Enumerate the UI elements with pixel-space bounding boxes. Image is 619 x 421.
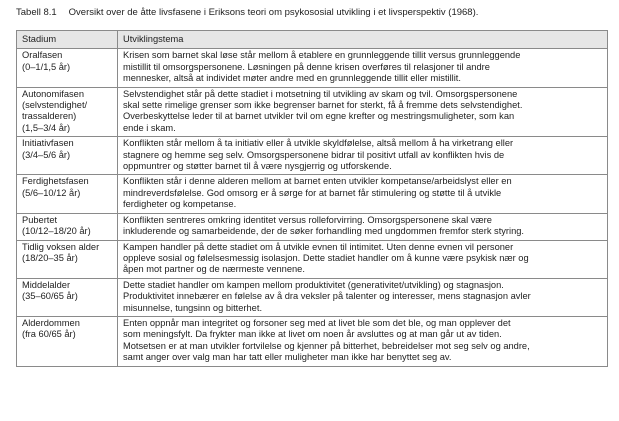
stage-text: (selvstendighet/	[22, 100, 88, 111]
stage-text: (fra 60/65 år)	[22, 329, 76, 340]
theme-cell	[118, 213, 608, 240]
theme-text: Konflikten står mellom å ta initiativ eller å utvikle skyldfølelse, altså mellom å ha virketrang eller	[123, 138, 514, 149]
theme-text: Enten oppnår man integritet og forsoner seg med at livet ble som det ble, og man opplever det	[123, 317, 511, 328]
table-row	[17, 213, 608, 240]
stage-text: Oralfasen	[22, 50, 63, 61]
stage-text: trassalderen)	[22, 111, 77, 122]
theme-text: Overbeskyttelse leder til at barnet utvikler tvil om egne krefter og mestringsmuligheter, som kan	[123, 111, 515, 122]
theme-text: mennesker, altså at individet møter andre med en grunnleggende tillit eller mistillit.	[123, 73, 461, 84]
theme-text: skal sette rimelige grenser som ikke begrenser barnet for sterkt, få å fremme dets selvstendighet.	[123, 100, 523, 111]
column-header-stage: Stadium	[17, 31, 118, 49]
stage-cell	[17, 316, 118, 366]
theme-text: Kampen handler på dette stadiet om å utvikle evnen til intimitet. Uten denne evnen vil personer	[123, 241, 514, 252]
theme-text: åpen mot partner og de nærmeste vennene.	[123, 264, 305, 275]
theme-text: mistillit til omsorgspersonene. Løsningen på denne krisen overføres til relasjoner til andre	[123, 61, 490, 72]
table-row	[17, 49, 608, 87]
table-row	[17, 278, 608, 316]
stage-text: Ferdighetsfasen	[22, 176, 89, 187]
theme-cell	[118, 175, 608, 213]
stage-cell	[17, 213, 118, 240]
stage-text: Pubertet	[22, 214, 58, 225]
stage-text: (35–60/65 år)	[22, 291, 78, 302]
stage-text: (0–1/1,5 år)	[22, 61, 71, 72]
stage-cell	[17, 87, 118, 137]
theme-text: Konflikten sentreres omkring identitet versus rolleforvirring. Omsorgspersonene skal være	[123, 214, 492, 225]
theme-cell	[118, 137, 608, 175]
column-header-theme: Utviklingstema	[118, 31, 608, 49]
theme-cell	[118, 316, 608, 366]
table-header-row	[17, 31, 608, 49]
theme-text: Produktivitet innebærer en følelse av å dra veksler på talenter og interesser, mens stagnasjon avler	[123, 291, 531, 302]
stage-text: Tidlig voksen alder	[22, 241, 100, 252]
theme-text: Motsetsen er at man utvikler fortvilelse og kjenner på bitterhet, bebreidelser mot seg selv og andre,	[123, 340, 530, 351]
stage-cell	[17, 137, 118, 175]
theme-text: Konflikten står i denne alderen mellom at barnet enten utvikler kompetanse/arbeidslyst eller en	[123, 176, 512, 187]
table-number: Tabell 8.1	[16, 7, 57, 18]
stage-cell	[17, 240, 118, 278]
theme-text: mindreverdsfølelse. God omsorg er å sørge for at barnet får stimulering og støtte til å utvikle	[123, 187, 502, 198]
theme-text: samt anger over valg man har tatt eller muligheter man ikke har benyttet seg av.	[123, 352, 452, 363]
stage-text: (10/12–18/20 år)	[22, 226, 91, 237]
theme-text: Dette stadiet handler om kampen mellom produktivitet (generativitet/utvikling) og stagnasjon.	[123, 279, 504, 290]
stage-text: Initiativfasen	[22, 138, 74, 149]
stage-text: (1,5–3/4 år)	[22, 122, 71, 133]
stage-text: (3/4–5/6 år)	[22, 149, 71, 160]
theme-cell	[118, 49, 608, 87]
theme-text: stagnere og hemme seg selv. Omsorgspersonene bidrar til positivt utfall av konflikten hvis de	[123, 149, 505, 160]
theme-text: misunnelse, tungsinn og bitterhet.	[123, 302, 263, 313]
table-row	[17, 175, 608, 213]
theme-cell	[118, 240, 608, 278]
table-row	[17, 240, 608, 278]
stage-text: Alderdommen	[22, 317, 80, 328]
table-row	[17, 137, 608, 175]
table-row	[17, 316, 608, 366]
theme-cell	[118, 278, 608, 316]
theme-text: inkluderende og samarbeidende, der de søker forhandling med ungdommen fremfor sterk styring.	[123, 226, 525, 237]
stage-cell	[17, 175, 118, 213]
table-title: Oversikt over de åtte livsfasene i Eriksons teori om psykososial utvikling i et livsperspektiv (1968).	[68, 7, 479, 18]
stage-text: (18/20–35 år)	[22, 252, 78, 263]
theme-text: Krisen som barnet skal løse står mellom å etablere en grunnleggende tillit versus grunnleggende	[123, 50, 521, 61]
table-row	[17, 87, 608, 137]
theme-text: oppmuntrer og støtter barnet til å være nysgjerrig og utforskende.	[123, 161, 392, 172]
stage-cell	[17, 278, 118, 316]
stage-text: Middelalder	[22, 279, 71, 290]
table-caption	[16, 7, 478, 18]
theme-text: oppleve sosial og følelsesmessig isolasjon. Dette stadiet handler om å kunne være psykisk nær og	[123, 252, 529, 263]
theme-text: Selvstendighet står på dette stadiet i motsetning til utvikling av skam og tvil. Omsorgspersonene	[123, 88, 518, 99]
theme-text: ende i skam.	[123, 122, 176, 133]
stage-text: Autonomifasen	[22, 88, 85, 99]
theme-text: som meningsfylt. Da frykter man ikke at livet om noen år avsluttes og at man går ut av tiden.	[123, 329, 502, 340]
stage-text: (5/6–10/12 år)	[22, 187, 81, 198]
theme-text: ferdigheter og kompetanse.	[123, 199, 237, 210]
theme-cell	[118, 87, 608, 137]
erikson-stages-table	[16, 30, 608, 367]
stage-cell	[17, 49, 118, 87]
